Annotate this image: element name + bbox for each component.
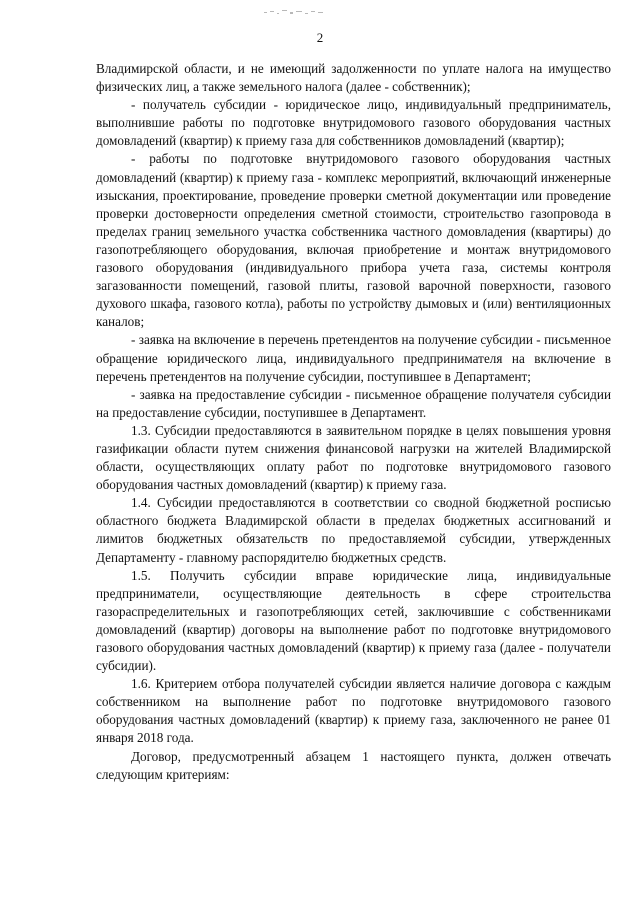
page-number: 2 xyxy=(316,30,324,45)
paragraph-1-6: 1.6. Критерием отбора получателей субсидии является наличие договора с каждым собственником на выполнение работ по подготовке внутридомового газового оборудования частных домовладений (квартир) к приему газа, заключенного не ранее 01 января 2018 года. xyxy=(96,676,611,746)
paragraph-1-5: 1.5. Получить субсидии вправе юридические лица, индивидуальные предприниматели, осуществляющие деятельность в сфере строительства газораспределительных и газопотребляющих сетей, заключившие с собственниками домовладений (квартир) договоры на выполнение работ по подготовке внутридомового газового оборудования частных домовладений (квартир) к приему газа (далее - получатели субсидии). xyxy=(96,567,611,674)
document-body xyxy=(96,60,611,784)
paragraph-inclusion-application-definition: - заявка на включение в перечень претендентов на получение субсидии - письменное обращение юридического лица, индивидуального предпринимателя на включение в перечень претендентов на получение субсидии, поступившее в Департамент; xyxy=(96,332,611,384)
paragraph-contract-criteria: Договор, предусмотренный абзацем 1 настоящего пункта, должен отвечать следующим критериям: xyxy=(96,748,611,782)
paragraph-owner-definition-end: Владимирской области, и не имеющий задолженности по уплате налога на имущество физических лиц, а также земельного налога (далее - собственник); xyxy=(96,61,611,95)
paragraph-1-3: 1.3. Субсидии предоставляются в заявительном порядке в целях повышения уровня газификации области путем снижения финансовой нагрузки на жителей Владимирской области, осуществляющих оплату работ по подготовке внутридомового газового оборудования частных домовладений (квартир) к приему газа. xyxy=(96,422,611,493)
scan-artifact xyxy=(262,9,326,17)
paragraph-works-definition: - работы по подготовке внутридомового газового оборудования частных домовладений (квартир) к приему газа - комплекс мероприятий, включающий инженерные изыскания, проектирование, проведение проверки сметной документации или проведение проверки достоверности определения сметной стоимости, строительство газопровода в пределах границ земельного участка собственника частного домовладения (квартиры) до газопотребляющего оборудования, включая приобретение и монтаж внутридомового газового оборудования (индивидуального прибора учета газа, системы контроля загазованности помещений, газовой плиты, газовой варочной поверхности, газового духового шкафа, газового котла), работы по устройству дымовых и (или) вентиляционных каналов; xyxy=(96,151,611,330)
paragraph-subsidy-application-definition: - заявка на предоставление субсидии - письменное обращение получателя субсидии на предоставление субсидии, поступившее в Департамент. xyxy=(96,386,611,420)
paragraph-recipient-definition: - получатель субсидии - юридическое лицо, индивидуальный предприниматель, выполнившие работы по подготовке внутридомового газового оборудования частных домовладений (квартир) к приему газа для собственников домовладений (квартир); xyxy=(96,97,611,149)
paragraph-1-4: 1.4. Субсидии предоставляются в соответствии со сводной бюджетной росписью областного бюджета Владимирской области в пределах бюджетных ассигнований и лимитов бюджетных обязательств по предоставляемой субсидии, утвержденных Департаменту - главному распорядителю бюджетных средств. xyxy=(96,495,611,565)
